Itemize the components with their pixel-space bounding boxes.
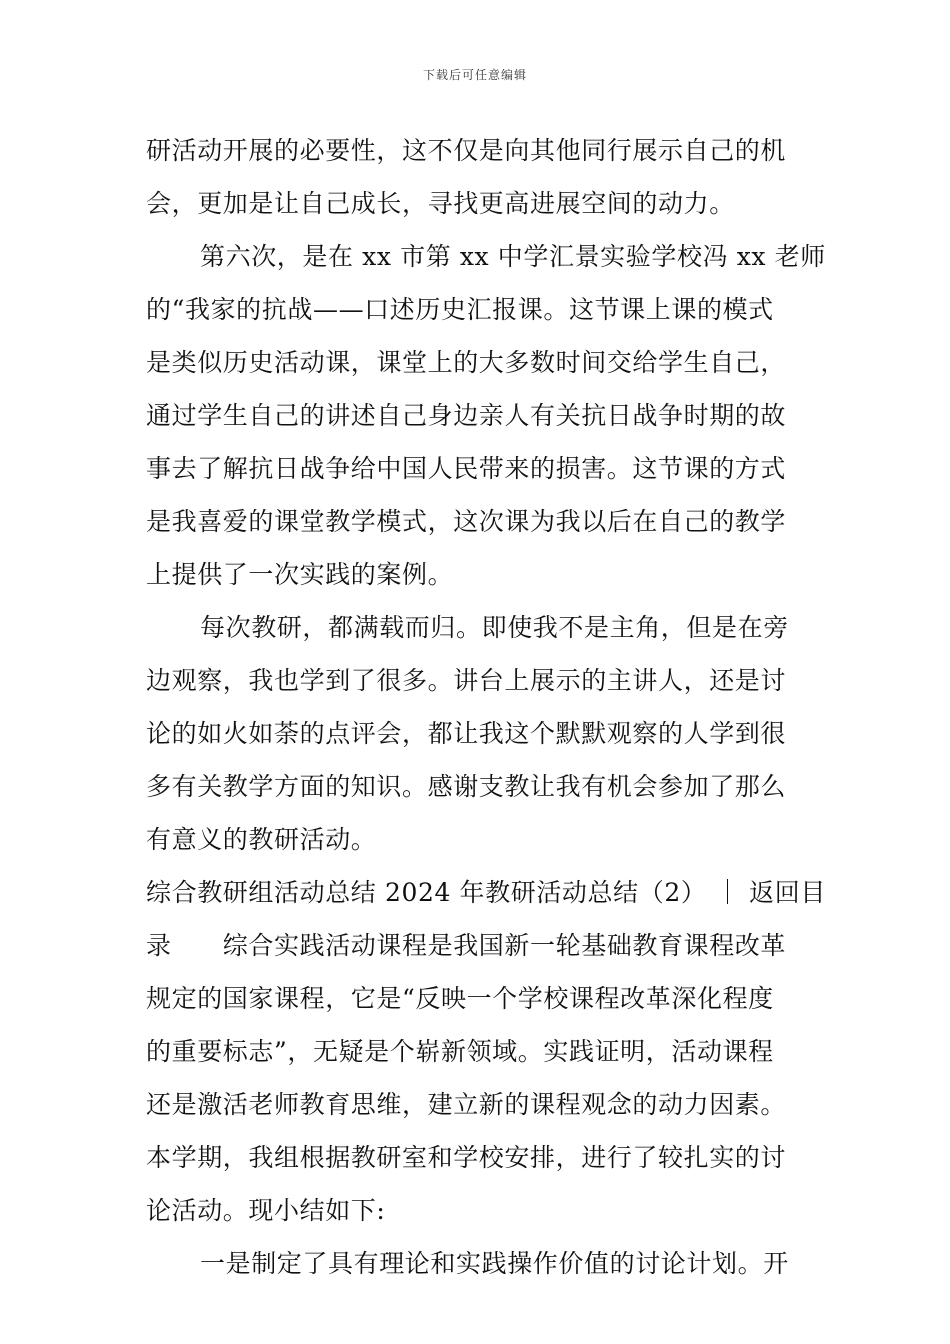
text-line: 研活动开展的必要性，这不仅是向其他同行展示自己的机 bbox=[146, 136, 787, 165]
section-heading-line: 综合教研组活动总结 2024 年教研活动总结（2） ｜ 返回目 bbox=[146, 878, 826, 907]
text-line: 录 综合实践活动课程是我国新一轮基础教育课程改革 bbox=[146, 931, 787, 960]
text-line: 论的如火如荼的点评会，都让我这个默默观察的人学到很 bbox=[146, 719, 787, 748]
text-line: 上提供了一次实践的案例。 bbox=[146, 560, 454, 589]
text-line: 规定的国家课程，它是“反映一个学校课程改革深化程度 bbox=[146, 984, 774, 1013]
text-line: 边观察，我也学到了很多。讲台上展示的主讲人，还是讨 bbox=[146, 666, 787, 695]
text-line: 一是制定了具有理论和实践操作价值的讨论计划。开 bbox=[200, 1249, 789, 1278]
text-line: 第六次，是在 xx 市第 xx 中学汇景实验学校冯 xx 老师 bbox=[200, 242, 826, 271]
text-line: 的“我家的抗战——口述历史汇报课。这节课上课的模式 bbox=[146, 295, 774, 324]
text-line: 本学期，我组根据教研室和学校安排，进行了较扎实的讨 bbox=[146, 1143, 787, 1172]
text-line: 多有关教学方面的知识。感谢支教让我有机会参加了那么 bbox=[146, 772, 787, 801]
document-body bbox=[146, 124, 826, 1290]
text-line: 有意义的教研活动。 bbox=[146, 825, 377, 854]
text-line: 是类似历史活动课，课堂上的大多数时间交给学生自己， bbox=[146, 348, 787, 377]
text-line: 的重要标志”，无疑是个崭新领域。实践证明，活动课程 bbox=[146, 1037, 774, 1066]
text-line: 论活动。现小结如下: bbox=[146, 1196, 386, 1225]
text-line: 还是激活老师教育思维，建立新的课程观念的动力因素。 bbox=[146, 1090, 787, 1119]
text-line: 每次教研，都满载而归。即使我不是主角，但是在旁 bbox=[200, 613, 789, 642]
text-line: 通过学生自己的讲述自己身边亲人有关抗日战争时期的故 bbox=[146, 401, 787, 430]
page-header: 下载后可任意编辑 bbox=[422, 68, 527, 82]
text-line: 是我喜爱的课堂教学模式，这次课为我以后在自己的教学 bbox=[146, 507, 787, 536]
text-line: 会，更加是让自己成长，寻找更高进展空间的动力。 bbox=[146, 189, 735, 218]
text-line: 事去了解抗日战争给中国人民带来的损害。这节课的方式 bbox=[146, 454, 787, 483]
